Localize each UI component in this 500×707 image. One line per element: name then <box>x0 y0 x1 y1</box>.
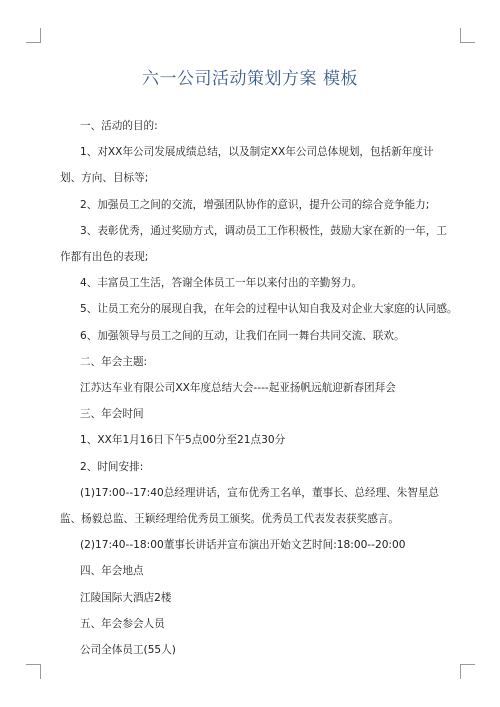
paragraph-theme: 江苏达车业有限公司XX年度总结大会----起亚扬帆远航迎新春团拜会 <box>80 382 396 395</box>
paragraph-attendees: 公司全体员工(55人) <box>80 644 176 657</box>
paragraph-purpose-5: 5、让员工充分的展现自我，在年会的过程中认知自我及对企业大家庭的认同感。 <box>80 303 458 316</box>
heading-time: 三、年会时间 <box>80 408 144 421</box>
paragraph-time-date: 1、XX年1月16日下午5点00分至21点30分 <box>80 434 286 447</box>
paragraph-schedule-1: (1)17:00--17:40总经理讲话，宣布优秀工名单，董事长、总经理、朱智星总监、杨毅总监、王颖经理给优秀员工颁奖。优秀员工代表发表获奖感言。 <box>60 486 440 526</box>
paragraph-venue: 江陵国际大酒店2楼 <box>80 591 172 604</box>
crop-mark-top-right <box>460 28 475 43</box>
paragraph-purpose-4: 4、丰富员工生活，答谢全体员工一年以来付出的辛勤努力。 <box>80 277 363 290</box>
crop-mark-bottom-left <box>26 664 41 679</box>
paragraph-purpose-6: 6、加强领导与员工之间的互动，让我们在同一舞台共同交流、联欢。 <box>80 329 405 342</box>
paragraph-purpose-2: 2、加强员工之间的交流，增强团队协作的意识，提升公司的综合竞争能力; <box>80 198 430 211</box>
crop-mark-top-left <box>26 28 41 43</box>
crop-mark-bottom-right <box>460 664 475 679</box>
paragraph-purpose-3: 3、表彰优秀，通过奖励方式，调动员工工作积极性，鼓励大家在新的一年，工作都有出色的表现; <box>60 224 447 264</box>
paragraph-purpose-1: 1、对XX年公司发展成绩总结，以及制定XX年公司总体规划，包括新年度计划、方向、目标等; <box>60 146 434 185</box>
document-body <box>60 113 458 663</box>
heading-attendees: 五、年会参会人员 <box>80 617 165 630</box>
heading-theme: 二、年会主题: <box>80 355 148 368</box>
heading-schedule: 2、时间安排: <box>80 460 144 473</box>
paragraph-schedule-2: (2)17:40--18:00董事长讲话并宣布演出开始文艺时间:18:00--20:00 <box>80 539 406 552</box>
heading-purpose: 一、活动的目的: <box>80 120 158 132</box>
heading-venue: 四、年会地点 <box>80 565 144 578</box>
document-title: 六一公司活动策划方案 模板 <box>142 69 358 89</box>
